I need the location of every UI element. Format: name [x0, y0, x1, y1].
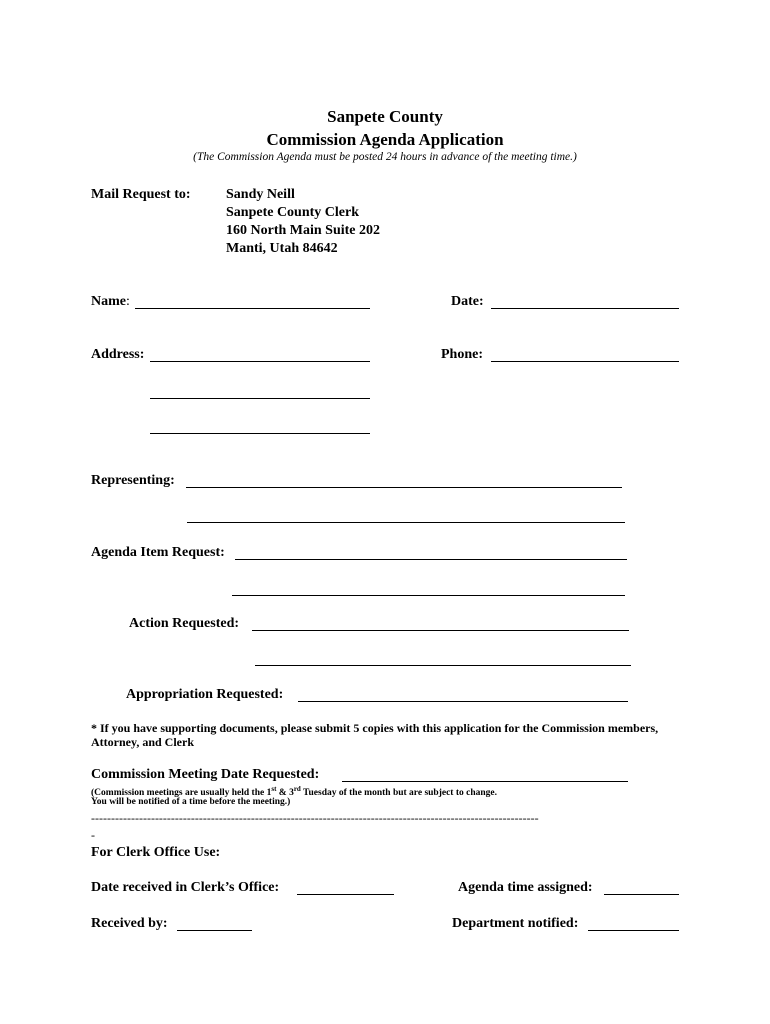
date-label: Date:: [451, 294, 484, 309]
subtitle-posting-note: (The Commission Agenda must be posted 24 hours in advance of the meeting time.): [193, 151, 577, 163]
mail-address-line: Manti, Utah 84642: [226, 241, 338, 256]
appropriation-label: Appropriation Requested:: [126, 687, 284, 702]
agenda-item-field[interactable]: [235, 559, 627, 560]
separator-tail: -: [91, 828, 95, 842]
name-label: Name:: [91, 294, 130, 309]
address-field-line2[interactable]: [150, 398, 370, 399]
separator-line: ----------------------------------------------------------------------------------------------------------------: [91, 811, 539, 825]
action-requested-field-line2[interactable]: [255, 665, 631, 666]
agenda-time-field[interactable]: [604, 894, 679, 895]
meeting-date-field[interactable]: [342, 781, 628, 782]
phone-field[interactable]: [491, 361, 679, 362]
mail-request-label: Mail Request to:: [91, 187, 191, 202]
title-county: Sanpete County: [327, 107, 443, 126]
title-application: Commission Agenda Application: [266, 130, 504, 149]
department-notified-label: Department notified:: [452, 916, 579, 931]
appropriation-field[interactable]: [298, 701, 628, 702]
mail-address-line: Sandy Neill: [226, 187, 295, 202]
action-requested-label: Action Requested:: [129, 616, 240, 631]
representing-field[interactable]: [186, 487, 622, 488]
representing-label: Representing:: [91, 473, 175, 488]
meeting-date-label: Commission Meeting Date Requested:: [91, 767, 320, 782]
representing-field-line2[interactable]: [187, 522, 625, 523]
supporting-docs-note: * If you have supporting documents, please submit 5 copies with this application for the Commission members,: [91, 721, 659, 735]
department-notified-field[interactable]: [588, 930, 679, 931]
date-received-field[interactable]: [297, 894, 394, 895]
date-field[interactable]: [491, 308, 679, 309]
address-label: Address:: [91, 347, 145, 362]
agenda-item-field-line2[interactable]: [232, 595, 625, 596]
mail-address-line: 160 North Main Suite 202: [226, 223, 380, 238]
agenda-time-label: Agenda time assigned:: [458, 880, 593, 895]
meeting-notify-note: You will be notified of a time before the meeting.): [91, 797, 291, 807]
clerk-use-heading: For Clerk Office Use:: [91, 845, 221, 860]
agenda-item-label: Agenda Item Request:: [91, 545, 225, 560]
name-field[interactable]: [135, 308, 370, 309]
received-by-label: Received by:: [91, 916, 168, 931]
mail-address-line: Sanpete County Clerk: [226, 205, 360, 220]
phone-label: Phone:: [441, 347, 483, 362]
address-field[interactable]: [150, 361, 370, 362]
date-received-label: Date received in Clerk’s Office:: [91, 880, 280, 895]
address-field-line3[interactable]: [150, 433, 370, 434]
received-by-field[interactable]: [177, 930, 252, 931]
action-requested-field[interactable]: [252, 630, 629, 631]
meeting-schedule-note: (Commission meetings are usually held the 1st & 3rd Tuesday of the month but are subject to change.: [91, 785, 498, 799]
supporting-docs-note-line2: Attorney, and Clerk: [91, 735, 194, 749]
